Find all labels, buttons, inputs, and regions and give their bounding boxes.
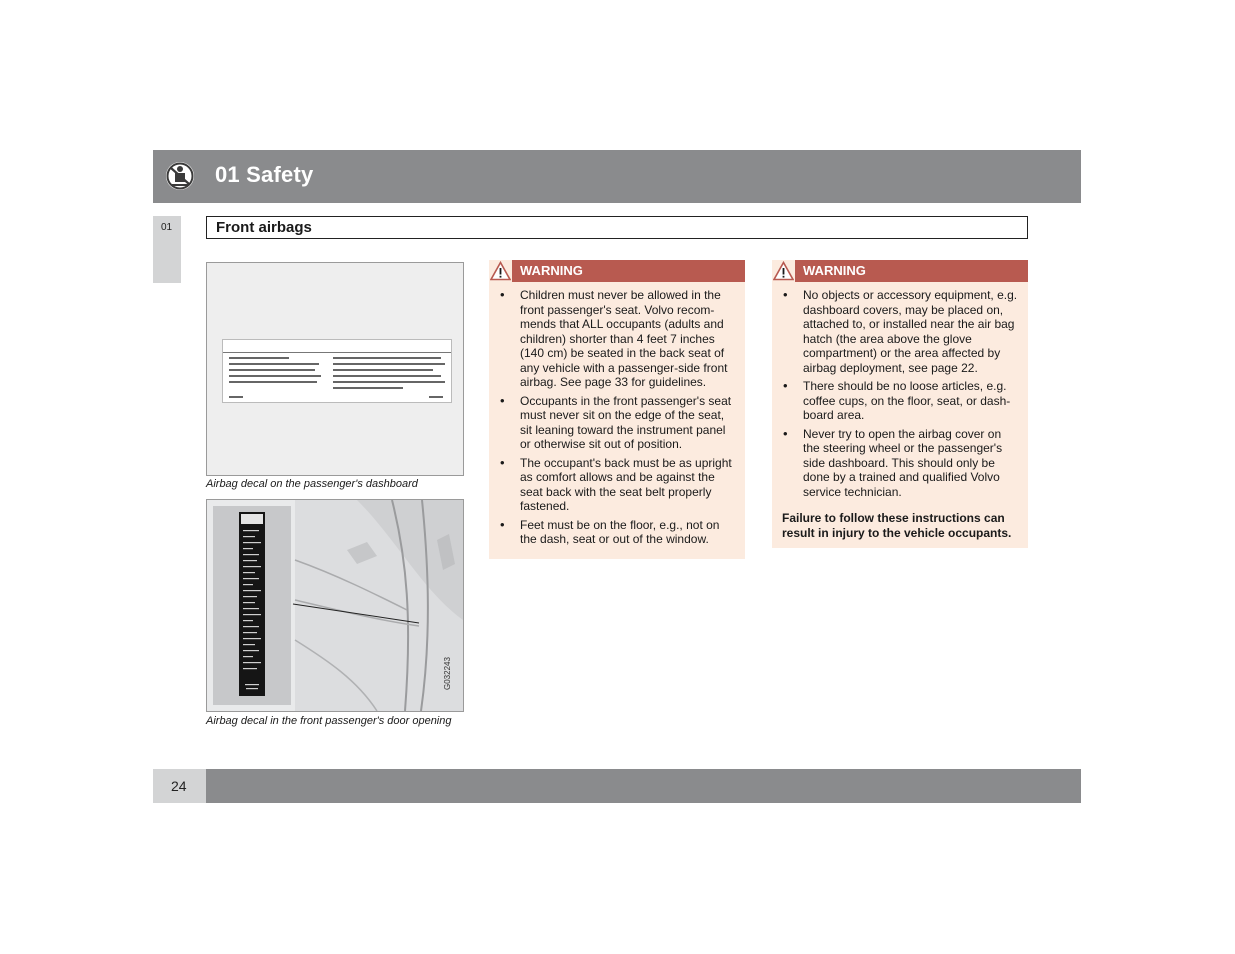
- chapter-icon-box: [153, 150, 206, 203]
- warning-header: [489, 260, 745, 282]
- warning-panel: [489, 260, 745, 559]
- figure-door-decal: [206, 499, 464, 712]
- warning-list: [772, 282, 1028, 511]
- list-item: • There should be no loose articles, e.g. coffee cups, on the floor, seat, or dash-board area.: [782, 379, 1018, 423]
- chapter-header: [153, 150, 1081, 203]
- airbag-decal-image: [222, 339, 452, 403]
- list-item: • The occupant's back must be as upright as comfort allows and be against the seat back with the seat belt properly fastened.: [499, 456, 735, 514]
- side-tab: [153, 216, 181, 283]
- side-tab-label: 01: [161, 222, 173, 233]
- list-item: • No objects or accessory equipment, e.g. dashboard covers, may be placed on, attached to, or installed near the air bag hatch (the area above the glove compartment) or the area affected by airbag deployment, see page 22.: [782, 288, 1018, 375]
- warning-triangle-icon: [490, 261, 511, 281]
- list-item: • Occupants in the front passenger's seat must never sit on the edge of the seat, sit leaning toward the instrument panel or otherwise sit out of position.: [499, 394, 735, 452]
- warning-triangle-icon: [773, 261, 794, 281]
- warning-title: WARNING: [803, 263, 866, 278]
- warning-footer: Failure to follow these instructions can result in injury to the vehicle occupants.: [782, 511, 1012, 540]
- section-header: [206, 216, 1028, 239]
- figure-code: G032243: [443, 657, 452, 690]
- page-number: 24: [171, 778, 187, 794]
- section-title: Front airbags: [216, 219, 312, 236]
- warning-header: [772, 260, 1028, 282]
- warning-list: [489, 282, 745, 559]
- list-item: • Children must never be allowed in the front passenger's seat. Volvo recom-mends that ALL occupants (adults and children) shorter than 4 feet 7 inches (140 cm) be seated in the back seat of any vehicle with a passenger-side front airbag. See page 33 for guidelines.: [499, 288, 735, 390]
- warning-panel: [772, 260, 1028, 548]
- page-number-box: [153, 769, 206, 803]
- figure-caption: Airbag decal in the front passenger's door opening: [206, 715, 452, 727]
- figure-caption: Airbag decal on the passenger's dashboard: [206, 478, 418, 490]
- list-item: • Never try to open the airbag cover on the steering wheel or the passenger's side dashboard. This should only be done by a trained and qualified Volvo service technician.: [782, 427, 1018, 500]
- footer-bar: [206, 769, 1081, 803]
- chapter-title: 01 Safety: [215, 162, 314, 187]
- seatbelt-icon: [164, 160, 196, 192]
- warning-title: WARNING: [520, 263, 583, 278]
- door-opening-illustration: [207, 500, 463, 711]
- figure-dashboard-decal: [206, 262, 464, 476]
- list-item: • Feet must be on the floor, e.g., not on the dash, seat or out of the window.: [499, 518, 735, 547]
